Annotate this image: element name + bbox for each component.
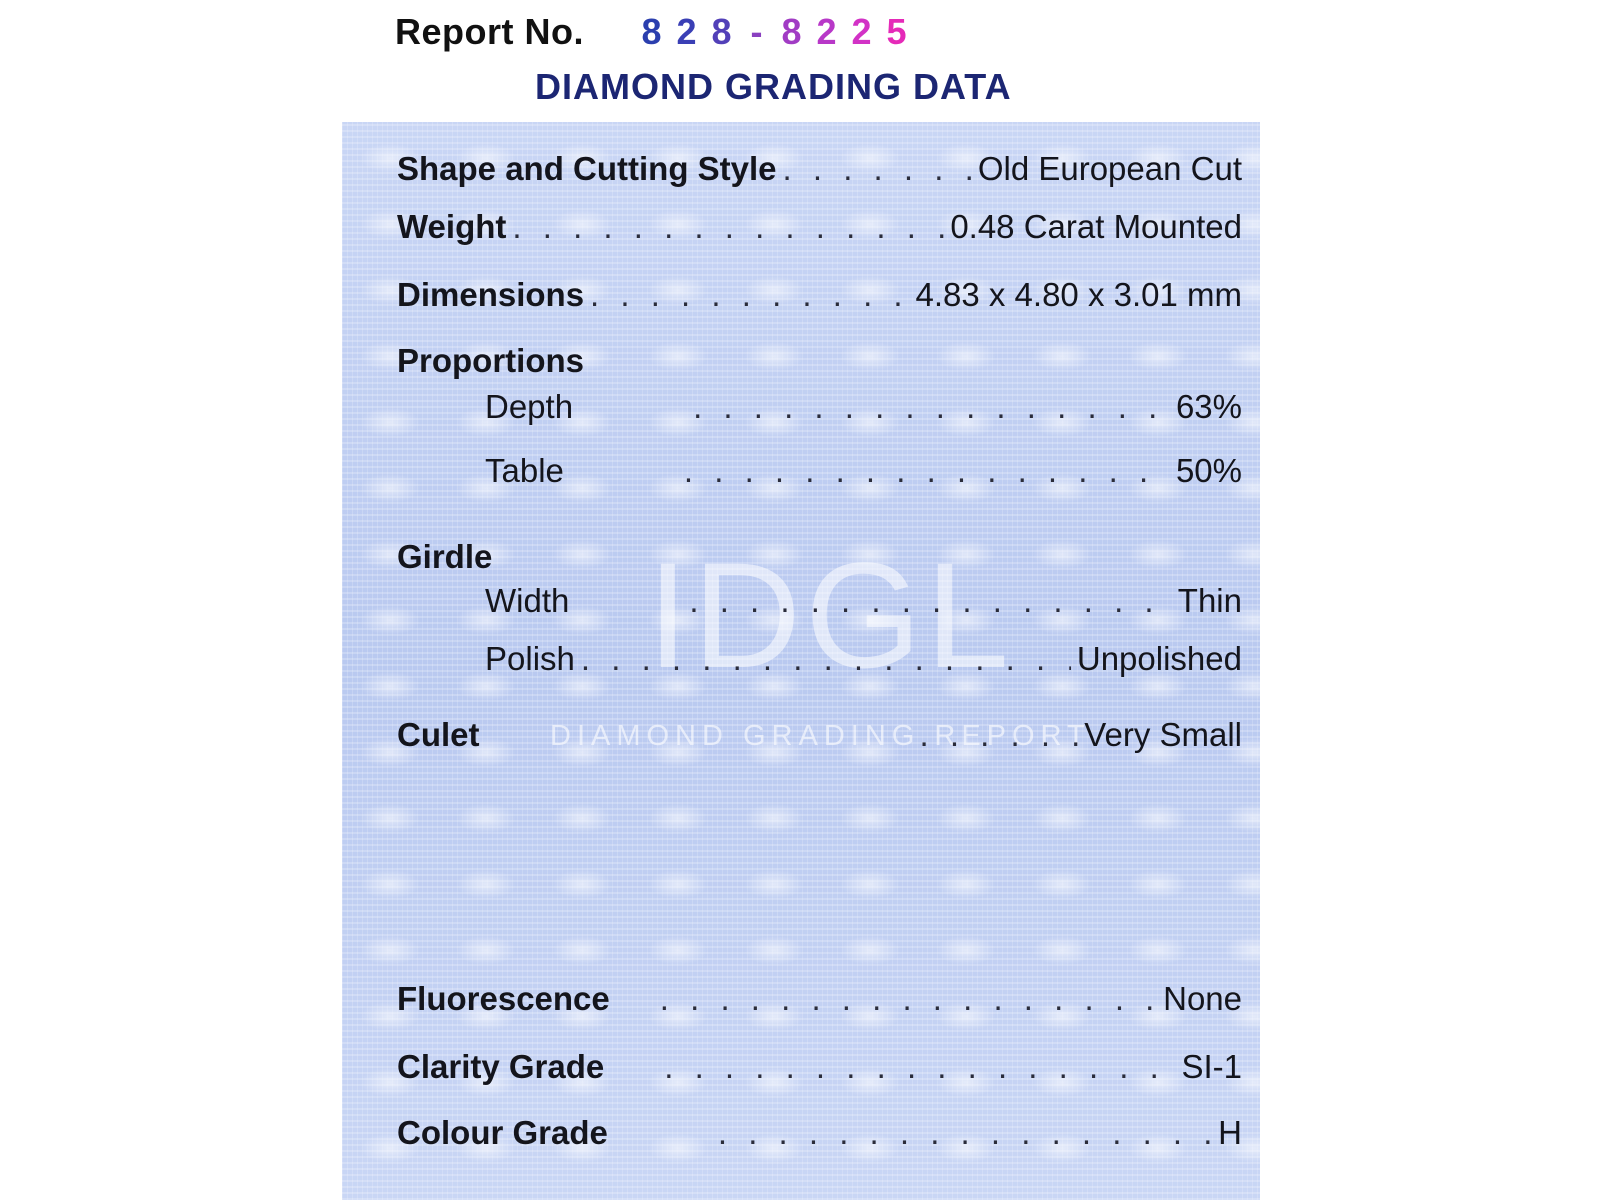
weight-row xyxy=(397,208,1242,246)
dot-leader xyxy=(920,716,1079,754)
shape-value: Old European Cut xyxy=(977,150,1242,187)
dot-leader xyxy=(783,150,972,188)
weight-value: 0.48 Carat Mounted xyxy=(950,208,1242,245)
dot-leader xyxy=(590,276,909,314)
colour-value: H xyxy=(1218,1114,1242,1151)
culet-label: Culet xyxy=(397,716,480,753)
dimensions-row xyxy=(397,276,1242,314)
depth-value: 63% xyxy=(1175,388,1242,425)
proportions-heading: Proportions xyxy=(397,342,584,379)
colour-row xyxy=(397,1114,1242,1152)
report-digit: 2 xyxy=(851,11,872,52)
report-number-value xyxy=(634,11,914,53)
dot-leader xyxy=(512,208,944,246)
report-number-label: Report No. xyxy=(395,11,584,52)
dot-leader xyxy=(660,980,1157,1018)
report-digit: 8 xyxy=(711,11,732,52)
table-row xyxy=(485,452,1242,490)
dot-leader xyxy=(689,582,1171,620)
clarity-label: Clarity Grade xyxy=(397,1048,605,1085)
girdle-width-row xyxy=(485,582,1242,620)
dot-leader xyxy=(684,452,1170,490)
clarity-row xyxy=(397,1048,1242,1086)
girdle-width-label: Width xyxy=(485,582,570,619)
report-number-line xyxy=(395,8,914,56)
dot-leader xyxy=(718,1114,1212,1152)
culet-row xyxy=(397,716,1242,754)
girdle-polish-row xyxy=(485,640,1242,678)
watermark-subtext: DIAMOND GRADING REPORT xyxy=(550,720,1091,752)
table-label: Table xyxy=(485,452,564,489)
weight-label: Weight xyxy=(397,208,507,245)
girdle-polish-label: Polish xyxy=(485,640,575,677)
fluorescence-value: None xyxy=(1163,980,1242,1017)
depth-row xyxy=(485,388,1242,426)
girdle-width-value: Thin xyxy=(1177,582,1242,619)
grading-data-panel xyxy=(342,122,1260,1200)
fluorescence-label: Fluorescence xyxy=(397,980,610,1017)
document-title: DIAMOND GRADING DATA xyxy=(535,66,1012,107)
clarity-value: SI-1 xyxy=(1181,1048,1242,1085)
dot-leader xyxy=(664,1048,1175,1086)
report-digit: 8 xyxy=(641,11,662,52)
dimensions-label: Dimensions xyxy=(397,276,585,313)
report-digit: 8 xyxy=(781,11,802,52)
report-digit: 2 xyxy=(676,11,697,52)
idgl-watermark-logo: IDGL xyxy=(647,531,1014,699)
dimensions-value: 4.83 x 4.80 x 3.01 mm xyxy=(915,276,1242,313)
colour-label: Colour Grade xyxy=(397,1114,608,1151)
report-digit: - xyxy=(750,11,763,52)
shape-label: Shape and Cutting Style xyxy=(397,150,777,187)
dot-leader xyxy=(581,640,1071,678)
culet-value: Very Small xyxy=(1084,716,1242,753)
report-digit: 2 xyxy=(816,11,837,52)
girdle-polish-value: Unpolished xyxy=(1076,640,1242,677)
table-value: 50% xyxy=(1175,452,1242,489)
depth-label: Depth xyxy=(485,388,574,425)
fluorescence-row xyxy=(397,980,1242,1018)
report-digit: 5 xyxy=(886,11,907,52)
dot-leader xyxy=(693,388,1170,426)
shape-row xyxy=(397,150,1242,188)
girdle-heading: Girdle xyxy=(397,538,493,575)
